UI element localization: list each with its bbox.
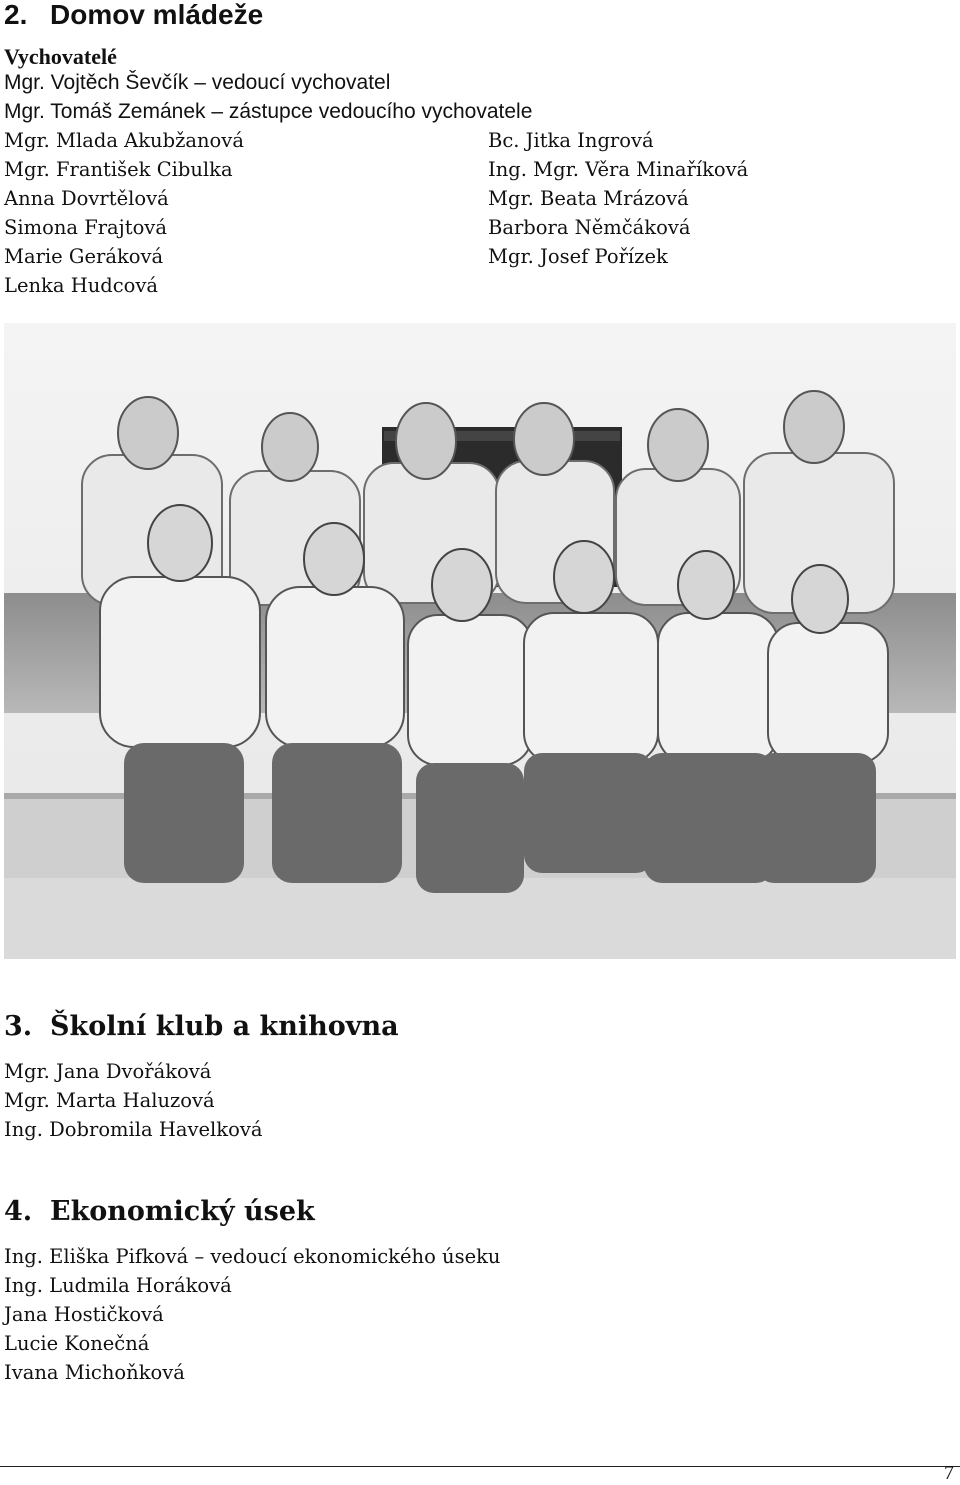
section-heading-klub xyxy=(4,1012,399,1042)
eko-staff-1: Ing. Eliška Pifková – vedoucí ekonomického úseku xyxy=(4,1245,501,1268)
klub-staff-3: Ing. Dobromila Havelková xyxy=(4,1118,263,1141)
staff-line-lead: Mgr. Vojtěch Ševčík – vedoucí vychovatel xyxy=(4,71,391,94)
eko-staff-3: Jana Hostičková xyxy=(4,1303,164,1326)
footer-divider xyxy=(0,1466,960,1467)
page-number: 7 xyxy=(944,1462,954,1484)
staff-left-1: Mgr. Mlada Akubžanová xyxy=(4,129,244,152)
staff-right-5: Mgr. Josef Pořízek xyxy=(488,245,668,268)
eko-staff-5: Ivana Michoňková xyxy=(4,1361,185,1384)
section-number: 3. xyxy=(4,1011,33,1042)
section-number: 4. xyxy=(4,1196,33,1227)
section-heading-ekonomicky xyxy=(4,1197,315,1227)
eko-staff-4: Lucie Konečná xyxy=(4,1332,150,1355)
group-photo xyxy=(4,323,956,959)
subheading-vychovatele: Vychovatelé xyxy=(4,44,117,69)
staff-right-2: Ing. Mgr. Věra Minaříková xyxy=(488,158,749,181)
staff-right-4: Barbora Němčáková xyxy=(488,216,691,239)
staff-line-deputy: Mgr. Tomáš Zemánek – zástupce vedoucího vychovatele xyxy=(4,100,533,123)
staff-left-3: Anna Dovrtělová xyxy=(4,187,169,210)
klub-staff-1: Mgr. Jana Dvořáková xyxy=(4,1060,212,1083)
section-title: Ekonomický úsek xyxy=(50,1196,315,1227)
staff-left-6: Lenka Hudcová xyxy=(4,274,159,297)
section-number: 2. xyxy=(4,0,28,30)
staff-right-1: Bc. Jitka Ingrová xyxy=(488,129,654,152)
section-heading-domov xyxy=(4,0,263,30)
eko-staff-2: Ing. Ludmila Horáková xyxy=(4,1274,232,1297)
staff-right-3: Mgr. Beata Mrázová xyxy=(488,187,689,210)
staff-left-2: Mgr. František Cibulka xyxy=(4,158,233,181)
klub-staff-2: Mgr. Marta Haluzová xyxy=(4,1089,215,1112)
section-title: Domov mládeže xyxy=(50,0,264,30)
staff-left-4: Simona Frajtová xyxy=(4,216,167,239)
staff-left-5: Marie Geráková xyxy=(4,245,164,268)
section-title: Školní klub a knihovna xyxy=(50,1011,399,1042)
